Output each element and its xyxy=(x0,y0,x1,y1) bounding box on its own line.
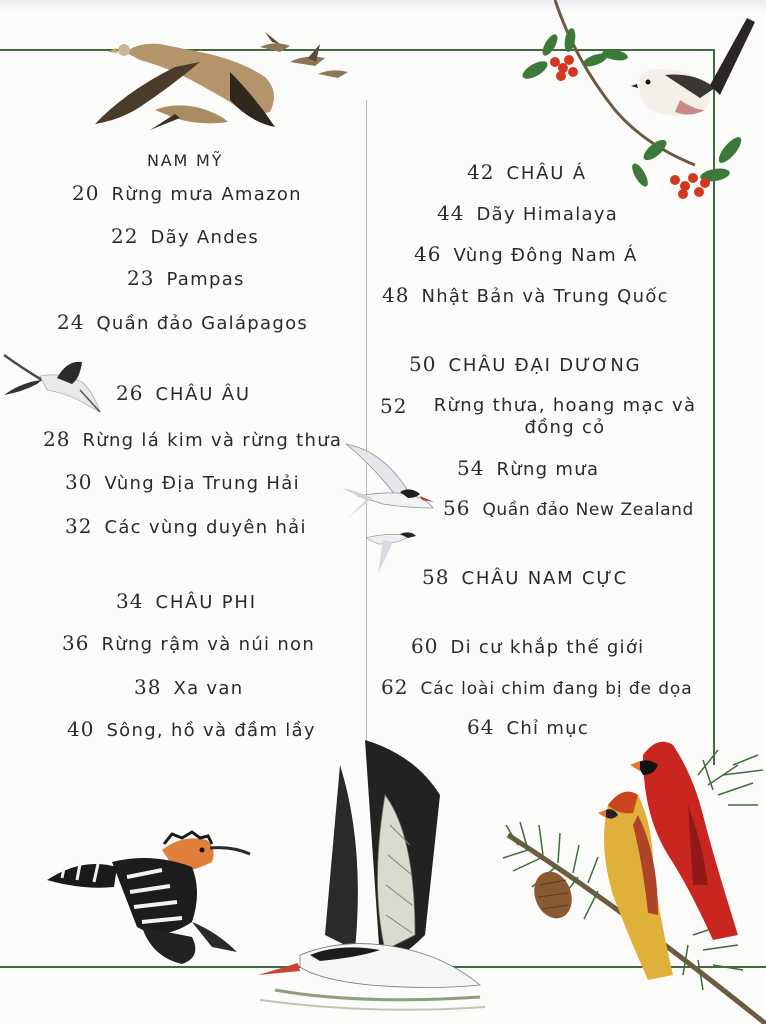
page-number: 44 xyxy=(437,201,465,225)
page-number: 24 xyxy=(57,310,85,334)
page-number: 42 xyxy=(467,160,495,184)
tern-small xyxy=(366,532,416,574)
page-number: 50 xyxy=(409,352,437,376)
page-number: 36 xyxy=(62,631,90,655)
toc-entry-southeast-asia[interactable] xyxy=(414,243,638,267)
heading-south-america[interactable] xyxy=(147,150,223,172)
entry-label: Rừng mưa xyxy=(496,459,600,480)
toc-entry-new-zealand[interactable] xyxy=(443,497,694,521)
crane-illustration xyxy=(2,350,102,420)
entry-label: Dãy Andes xyxy=(150,227,260,248)
page-number: 32 xyxy=(65,514,93,538)
page-number: 26 xyxy=(116,381,144,405)
page-number: 62 xyxy=(381,675,409,699)
toc-entry-migration[interactable] xyxy=(411,635,644,659)
page-number: 20 xyxy=(72,181,100,205)
heading-oceania[interactable] xyxy=(409,353,641,377)
page-number: 64 xyxy=(467,715,495,739)
toc-entry-galapagos[interactable] xyxy=(57,311,308,335)
heading-africa[interactable] xyxy=(116,590,257,614)
hoopoe-illustration xyxy=(42,832,257,972)
entry-label: Các vùng duyên hải xyxy=(104,517,307,538)
page-number: 34 xyxy=(116,589,144,613)
toc-entry-woodlands-deserts[interactable] xyxy=(380,395,700,439)
tit-bird xyxy=(631,18,755,116)
page-number: 54 xyxy=(457,456,485,480)
page-number: 52 xyxy=(380,394,408,418)
page-number: 28 xyxy=(43,427,71,451)
black-skimmer-illustration xyxy=(240,735,490,1020)
page-number: 48 xyxy=(382,283,410,307)
entry-label: Quần đảo Galápagos xyxy=(96,313,309,334)
toc-entry-conifer-forests[interactable] xyxy=(43,428,342,452)
toc-entry-japan-china[interactable] xyxy=(382,284,669,308)
entry-label: CHÂU ÂU xyxy=(155,384,251,405)
page-number: 58 xyxy=(422,565,450,589)
entry-label: Các loài chim đang bị đe dọa xyxy=(420,679,693,699)
entry-label: Chỉ mục xyxy=(506,718,590,739)
page-number: 30 xyxy=(65,470,93,494)
entry-label: CHÂU Á xyxy=(506,163,587,184)
terns-illustration xyxy=(338,436,438,581)
page-number: 38 xyxy=(134,675,162,699)
entry-label: Rừng rậm và núi non xyxy=(101,634,316,655)
entry-label: Quần đảo New Zealand xyxy=(482,500,694,520)
page-number: 23 xyxy=(127,266,155,290)
toc-entry-savanna[interactable] xyxy=(134,676,243,700)
entry-label: Vùng Địa Trung Hải xyxy=(104,473,300,494)
page-number: 46 xyxy=(414,242,442,266)
entry-label: Sông, hồ và đầm lầy xyxy=(106,720,316,741)
page-number: 56 xyxy=(443,496,471,520)
cardinals-illustration xyxy=(498,735,766,1024)
toc-entry-amazon[interactable] xyxy=(72,182,302,206)
entry-label: CHÂU NAM CỰC xyxy=(461,568,628,589)
heading-antarctica[interactable] xyxy=(422,566,628,590)
entry-label: Pampas xyxy=(166,269,245,290)
goose-small-1 xyxy=(260,32,290,52)
tern-large xyxy=(342,444,434,518)
goose-below xyxy=(150,105,228,130)
goose-small-2 xyxy=(290,44,325,66)
entry-label: Rừng thưa, hoang mạc và đồng cỏ xyxy=(433,395,697,438)
entry-label: Vùng Đông Nam Á xyxy=(453,245,638,266)
toc-entry-pampas[interactable] xyxy=(127,267,245,291)
heading-europe[interactable] xyxy=(116,382,251,406)
entry-label: Xa van xyxy=(173,678,244,699)
toc-entry-andes[interactable] xyxy=(111,225,259,249)
rowan-leaves xyxy=(520,27,745,188)
page-number: 22 xyxy=(111,224,139,248)
entry-label: Rừng mưa Amazon xyxy=(111,184,302,205)
entry-label: CHÂU PHI xyxy=(155,592,257,613)
entry-label: Dãy Himalaya xyxy=(476,204,619,225)
column-divider xyxy=(366,100,367,750)
toc-entry-coasts[interactable] xyxy=(65,515,307,539)
toc-entry-threatened-birds[interactable] xyxy=(381,676,693,700)
toc-entry-rainforest-oceania[interactable] xyxy=(457,457,599,481)
geese-flock-illustration xyxy=(80,22,360,142)
entry-label: Di cư khắp thế giới xyxy=(450,637,645,658)
entry-label: CHÂU ĐẠI DƯƠNG xyxy=(448,355,642,376)
toc-entry-mediterranean[interactable] xyxy=(65,471,300,495)
entry-label: NAM MỸ xyxy=(147,151,224,170)
entry-label: Nhật Bản và Trung Quốc xyxy=(421,286,669,307)
entry-label: Rừng lá kim và rừng thưa xyxy=(82,430,343,451)
toc-entry-rainforest-mountains[interactable] xyxy=(62,632,315,656)
page-number: 60 xyxy=(411,634,439,658)
page-number: 40 xyxy=(67,717,95,741)
long-tailed-tit-illustration xyxy=(515,0,766,210)
goose-small-3 xyxy=(318,70,348,78)
